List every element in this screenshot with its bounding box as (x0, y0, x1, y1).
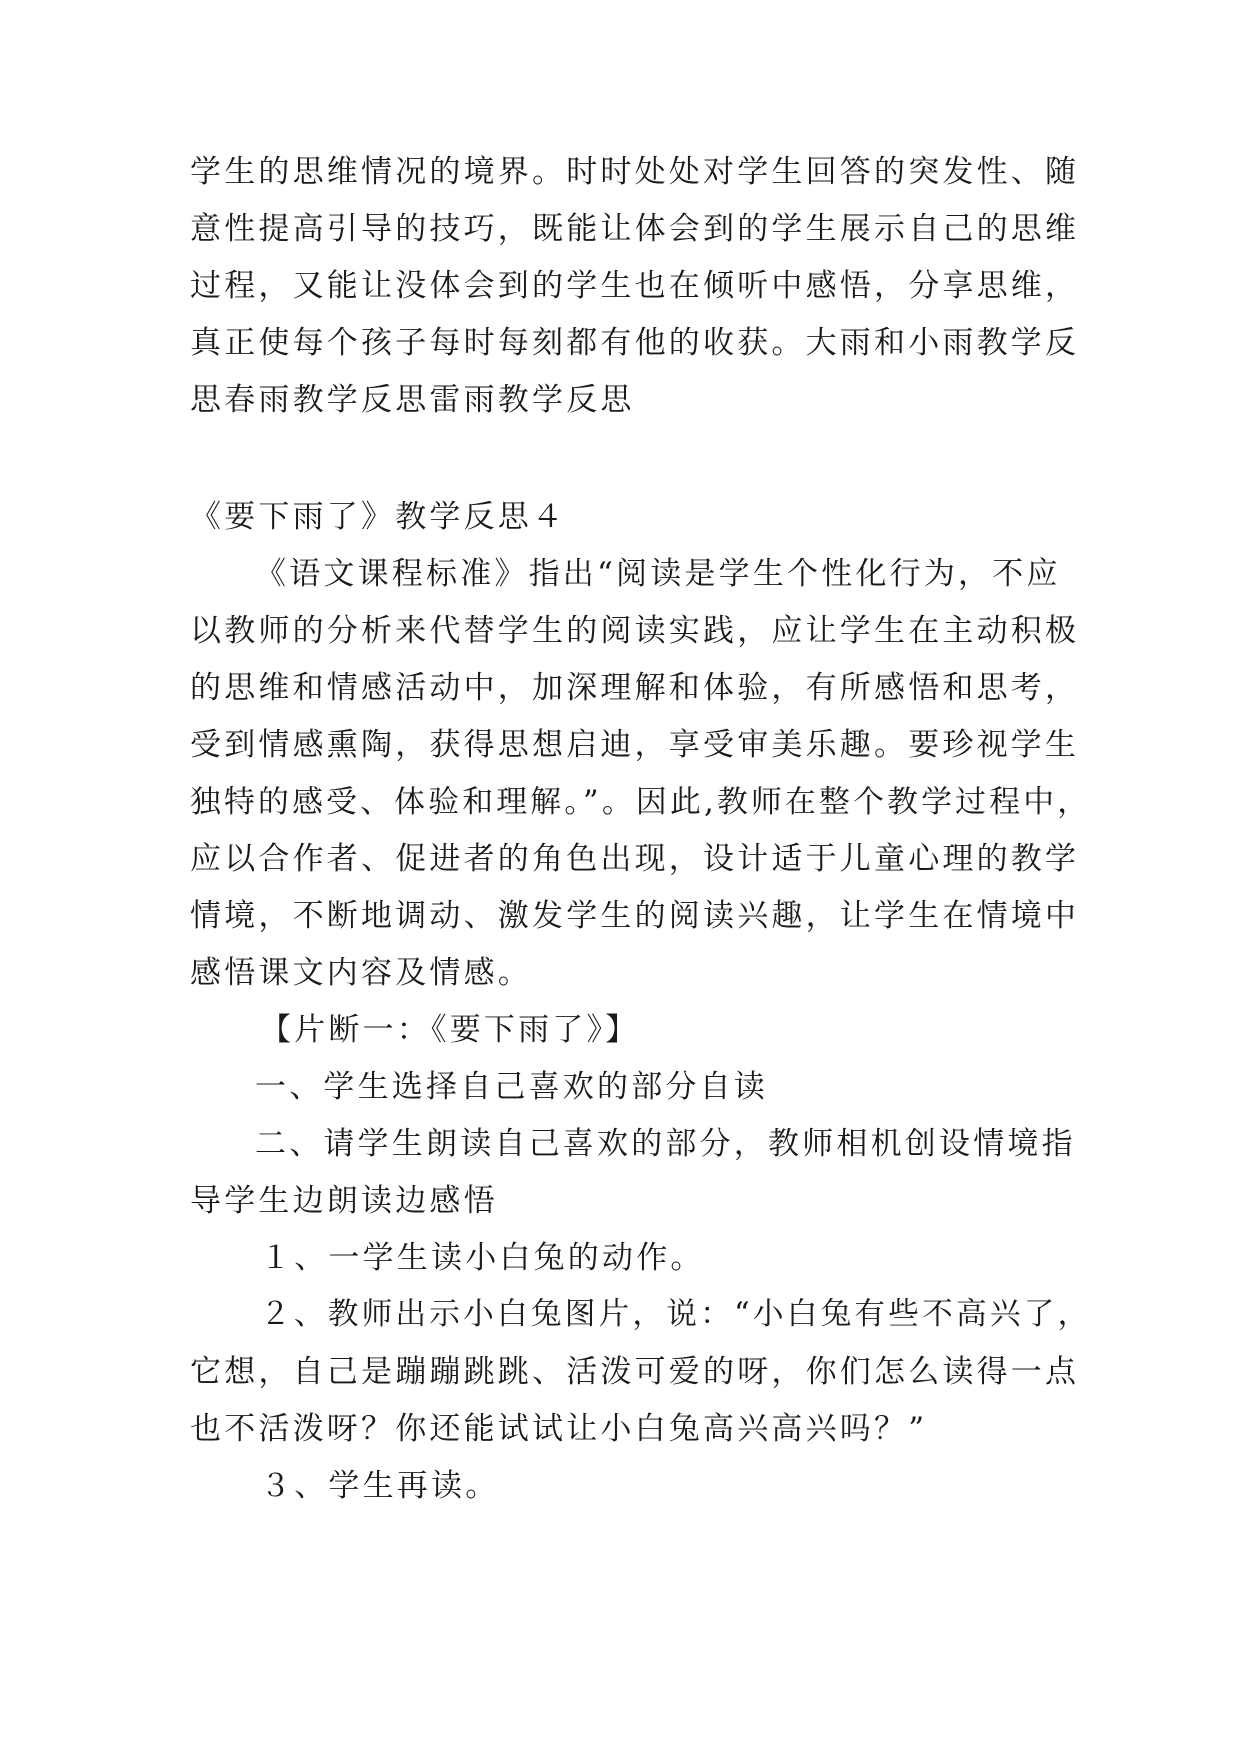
continuation-line-3: 过程，又能让没体会到的学生也在倾听中感悟，分享思维， (190, 268, 1080, 304)
item-2-line-3: 也不活泼呀？你还能试试让小白兔高兴高兴吗？” (190, 1411, 928, 1447)
step-1: 一、学生选择自己喜欢的部分自读 (255, 1069, 768, 1105)
continuation-line-2: 意性提高引导的技巧，既能让体会到的学生展示自己的思维 (190, 211, 1080, 247)
intro-line-7: 情境，不断地调动、激发学生的阅读兴趣，让学生在情境中 (190, 898, 1080, 934)
item-2-line-1: ２、教师出示小白兔图片，说：“小白兔有些不高兴了， (260, 1297, 1092, 1332)
continuation-line-4: 真正使每个孩子每时每刻都有他的收获。大雨和小雨教学反 (190, 325, 1080, 361)
intro-line-2: 以教师的分析来代替学生的阅读实践，应让学生在主动积极 (190, 613, 1080, 649)
continuation-line-1: 学生的思维情况的境界。时时处处对学生回答的突发性、随 (190, 154, 1080, 190)
fragment-title: 【片断一：《要下雨了》】 (260, 1012, 640, 1048)
intro-line-4: 受到情感熏陶，获得思想启迪，享受审美乐趣。要珍视学生 (190, 727, 1080, 763)
step-2-line-2: 导学生边朗读边感悟 (190, 1183, 498, 1219)
item-3: ３、学生再读。 (260, 1468, 500, 1504)
intro-line-5: 独特的感受、体验和理解。”。因此,教师在整个教学过程中， (190, 784, 1092, 820)
intro-line-1: 《语文课程标准》指出“阅读是学生个性化行为，不应 (255, 556, 1061, 592)
step-2-line-1: 二、请学生朗读自己喜欢的部分，教师相机创设情境指 (255, 1126, 1076, 1162)
intro-line-6: 应以合作者、促进者的角色出现，设计适于儿童心理的教学 (190, 841, 1080, 877)
intro-line-8: 感悟课文内容及情感。 (190, 955, 532, 991)
section-heading: 《要下雨了》教学反思４ (190, 499, 567, 535)
item-2-line-2: 它想，自己是蹦蹦跳跳、活泼可爱的呀，你们怎么读得一点 (190, 1354, 1080, 1390)
intro-line-3: 的思维和情感活动中，加深理解和体验，有所感悟和思考， (190, 670, 1080, 706)
item-1: １、一学生读小白兔的动作。 (260, 1240, 705, 1276)
continuation-line-5: 思春雨教学反思雷雨教学反思 (190, 382, 635, 418)
